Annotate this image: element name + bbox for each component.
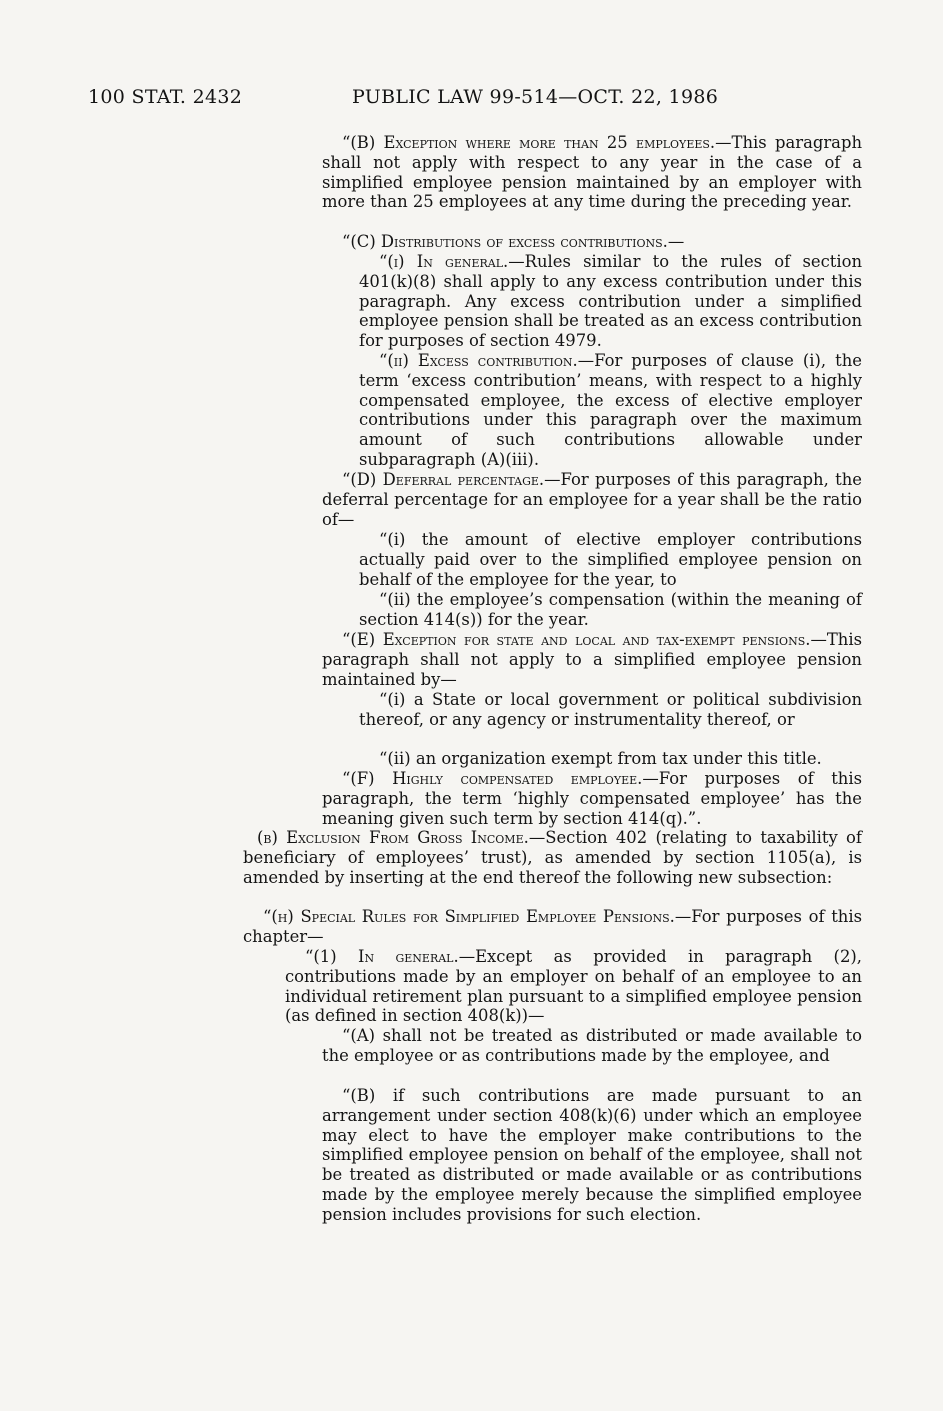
heading-e: “(E) Exception for state and local and tax-exempt pensions. <box>342 630 811 649</box>
heading-sec-b: (b) Exclusion From Gross Income. <box>257 828 529 847</box>
text-e: —This paragraph shall not apply to a simplified employee pension maintained by— <box>322 630 862 689</box>
paragraph-d-deferral <box>322 470 862 529</box>
heading-c-ii: “(ii) Excess contribution. <box>379 351 578 370</box>
text-h: —For purposes of this chapter— <box>243 907 862 946</box>
text-sec-b: —Section 402 (relating to taxability of beneficiary of employees’ trust), as amended by section 1105(a), is amended by inserting at the end thereof the following new subsection: <box>243 828 862 887</box>
subsection-b-exclusion <box>243 828 862 887</box>
heading-c-i: “(i) In general. <box>379 252 509 271</box>
paragraph-h1-general <box>285 947 862 1026</box>
heading-d: “(D) Deferral percentage. <box>342 470 545 489</box>
text-c-i: —Rules similar to the rules of section 401(k)(8) shall apply to any excess contribution under this paragraph. Any excess contribution under a simplified employee pension shall be treated as an excess contribution for purposes of section 4979. <box>359 252 862 351</box>
clause-e-i: “(i) a State or local government or political subdivision thereof, or any agency or instrumentality thereof, or <box>359 690 862 729</box>
subparagraph-h1-a: “(A) shall not be treated as distributed or made available to the employee or as contributions made by the employee, and <box>322 1026 862 1065</box>
text-c-ii: —For purposes of clause (i), the term ‘excess contribution’ means, with respect to a highly compensated employee, the excess of elective employer contributions under this paragraph over the maximum amount of such contributions allowable under subparagraph (A)(iii). <box>359 351 862 469</box>
heading-h1: “(1) In general. <box>305 947 459 966</box>
heading-b: “(B) Exception where more than 25 employees. <box>342 133 716 152</box>
text-d: —For purposes of this paragraph, the deferral percentage for an employee for a year shall be the ratio of— <box>322 470 862 529</box>
subsection-h-special-rules <box>243 907 862 947</box>
paragraph-b-exception <box>322 133 862 212</box>
clause-d-ii: “(ii) the employee’s compensation (within the meaning of section 414(s)) for the year. <box>359 590 862 629</box>
paragraph-f-highly-compensated <box>322 769 862 828</box>
paragraph-c-distributions <box>322 232 862 252</box>
heading-c: “(C) Distributions of excess contributions. <box>342 232 668 251</box>
text-f: —For purposes of this paragraph, the term ‘highly compensated employee’ has the meaning given such term by section 414(q).”. <box>322 769 862 828</box>
heading-f: “(F) Highly compensated employee. <box>342 769 643 788</box>
paragraph-e-exception <box>322 630 862 689</box>
text-h1: —Except as provided in paragraph (2), contributions made by an employer on behalf of an employee to an individual retirement plan pursuant to a simplified employee pension (as defined in section 408(k))— <box>285 947 862 1026</box>
page-citation: 100 STAT. 2432 <box>88 86 243 108</box>
clause-c-i <box>359 252 862 351</box>
running-header: PUBLIC LAW 99-514—OCT. 22, 1986 <box>352 86 719 108</box>
clause-e-ii: “(ii) an organization exempt from tax under this title. <box>379 749 822 768</box>
clause-c-ii <box>359 351 862 470</box>
dash-c: — <box>667 232 685 251</box>
subparagraph-h1-b: “(B) if such contributions are made pursuant to an arrangement under section 408(k)(6) under which an employee may elect to have the employer make contributions to the simplified employee pension on behalf of the employee, shall not be treated as distributed or made available or as contributions made by the employee merely because the simplified employee pension includes provisions for such election. <box>322 1086 862 1224</box>
heading-h: “(h) Special Rules for Simplified Employee Pensions. <box>263 907 675 926</box>
clause-d-i: “(i) the amount of elective employer contributions actually paid over to the simplified employee pension on behalf of the employee for the year, to <box>359 530 862 589</box>
text-b: —This paragraph shall not apply with respect to any year in the case of a simplified employee pension maintained by an employer with more than 25 employees at any time during the preceding year. <box>322 133 863 212</box>
